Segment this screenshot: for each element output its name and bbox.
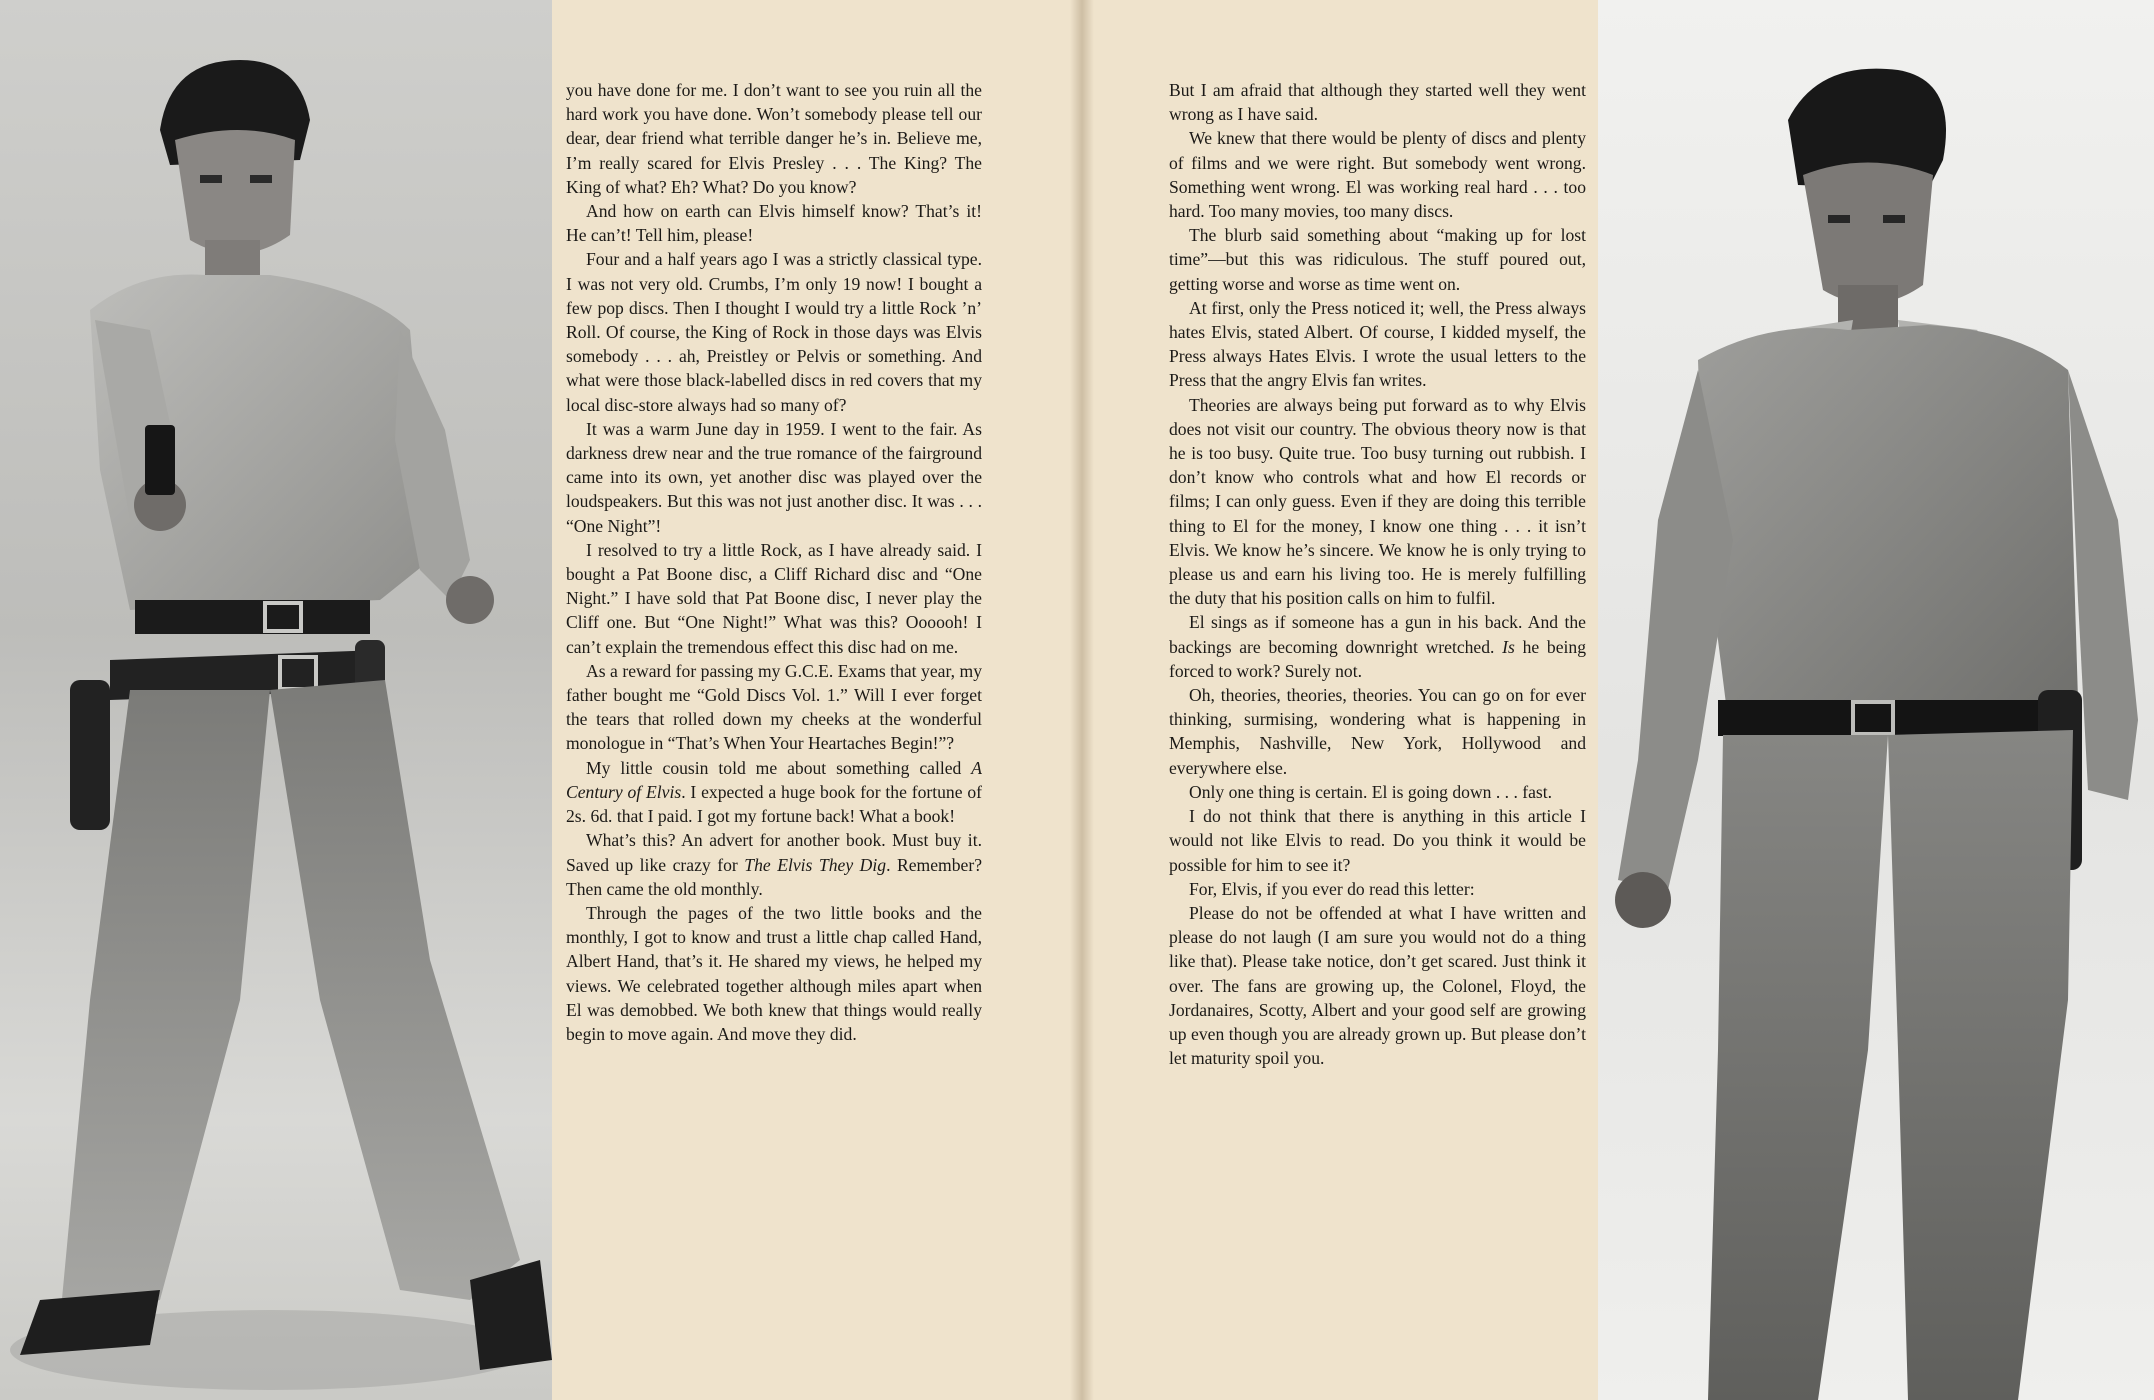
right-column-paragraph [1169,126,1586,223]
right-column-paragraph [1169,877,1586,901]
text-run: Oh, theories, theories, theories. You can go on for ever thinking, surmising, wondering what is happening in Memphis, Nashville, New York, Hollywood and everywhere else. [1169,685,1586,778]
right-column-paragraph [1169,78,1586,126]
right-column-paragraph [1169,683,1586,780]
right-column-paragraph [1169,804,1586,877]
left-column-paragraph [566,247,982,416]
text-run: he being forced to work? Surely not. [1169,636,1586,681]
text-run: . I expected a huge book for the fortune of 2s. 6d. that I paid. I got my fortune back! What a book! [566,781,982,827]
left-column-paragraph [566,199,982,247]
text-run: At first, only the Press noticed it; well, the Press always hates Elvis, stated Albert. Of course, I kidded myself, the Press always Hates Elvis. I wrote the usual letters to the Press that the angry Elvis fan writes. [1169,297,1586,391]
right-column-paragraph [1169,296,1586,393]
text-run: Only one thing is certain. El is going down . . . fast. [1189,781,1553,802]
text-run: you have done for me. I don’t want to see you ruin all the hard work you have done. Won’t somebody please tell our dear, dear friend what terrible danger he’s in. Believe me, I’m really scared for Elvis Presley . . . The King? The King of what? Eh? What? Do you know? [566,80,982,197]
text-run: For, Elvis, if you ever do read this letter: [1189,878,1475,899]
text-run: El sings as if someone has a gun in his back. And the backings are becoming downright wretched. [1169,612,1586,657]
article-column-left [566,78,982,1046]
left-column-paragraph [566,78,982,199]
figure-illustration [0,0,552,1400]
text-run: My little cousin told me about something called [586,757,972,778]
text-run: The blurb said something about “making up for lost time”—but this was ridiculous. The stuff poured out, getting worse and worse as time went on. [1169,225,1586,294]
italic-title: The Elvis They Dig [744,854,887,875]
right-column-paragraph [1169,223,1586,296]
text-run: . Remember? Then came the old monthly. [566,854,983,899]
book-gutter [1070,0,1094,1400]
text-run: And how on earth can Elvis himself know? That’s it! He can’t! Tell him, please! [566,201,982,246]
text-run: Theories are always being put forward as to why Elvis does not visit our country. The obvious theory now is that he is too busy. Quite true. Too busy turning out rubbish. I don’t know who controls what and how El records or films; I can only guess. Even if they are doing this terrible thing to El for the money, I know one thing . . . it isn’t Elvis. We know he’s sincere. We know he is only trying to please us and earn his living too. He is merely fulfilling the duty that his position calls on him to fulfil. [1169,394,1586,609]
text-run: Please do not be offended at what I have written and please do not laugh (I am sure you would not do a thing like that). Please take notice, don’t get scared. Just think it over. The fans are growing up, the Colonel, Floyd, the Jordanaires, Scotty, Albert and your good self are growing up even though you are already grown up. But please don’t let maturity spoil you. [1169,902,1586,1069]
text-run: Four and a half years ago I was a strictly classical type. I was not very old. Crumbs, I’m only 19 now! I bought a few pop discs. Then I thought I would try a little Rock ’n’ Roll. Of course, the King of Rock in those days was Elvis somebody . . . ah, Preistley or Pelvis or something. And what were those black-labelled discs in red covers that my local disc-store always had so many of? [566,249,982,415]
right-column-paragraph [1169,901,1586,1070]
right-column-paragraph [1169,780,1586,804]
text-run: It was a warm June day in 1959. I went to the fair. As darkness drew near and the true romance of the fairground came into its own, yet another disc was played over the loudspeakers. But this was not just another disc. It was . . . “One Night”! [566,418,982,536]
article-column-right [1169,78,1586,1070]
italic-title: A Century of Elvis [566,757,982,802]
text-run: But I am afraid that although they started well they went wrong as I have said. [1169,80,1586,125]
left-column-paragraph [566,828,982,901]
text-run: I do not think that there is anything in this article I would not like Elvis to read. Do you think it would be possible for him to see it? [1169,806,1586,875]
left-column-paragraph [566,417,982,538]
text-run: I resolved to try a little Rock, as I have already said. I bought a Pat Boone disc, a Cliff Richard disc and “One Night.” I have sold that Pat Boone disc, I never play the Cliff one. But “One Night!” What was this? Oooooh! I can’t explain the tremendous effect this disc had on me. [566,539,982,657]
left-column-paragraph [566,756,982,829]
text-run: What’s this? An advert for another book. Must buy it. Saved up like crazy for [566,830,982,875]
left-column-paragraph [566,538,982,659]
left-column-paragraph [566,901,982,1046]
italic-title: Is [1502,636,1515,657]
right-column-paragraph [1169,610,1586,683]
photo-right-man-standing [1598,0,2154,1400]
right-column-paragraph [1169,393,1586,611]
text-run: We knew that there would be plenty of discs and plenty of films and we were right. But somebody went wrong. Something went wrong. El was working real hard . . . too hard. Too many movies, too many discs. [1169,128,1586,222]
photo-left-man-with-pistol [0,0,552,1400]
figure-illustration [1598,0,2154,1400]
text-run: As a reward for passing my G.C.E. Exams that year, my father bought me “Gold Discs Vol. 1.” Will I ever forget the tears that rolled down my cheeks at the wonderful monologue in “That’s When Your Heartaches Begin!”? [566,660,982,754]
left-column-paragraph [566,659,982,756]
text-run: Through the pages of the two little books and the monthly, I got to know and trust a little chap called Hand, Albert Hand, that’s it. He shared my views, he helped my views. We celebrated together although miles apart when El was demobbed. We both knew that things would really begin to move again. And move they did. [566,902,982,1044]
